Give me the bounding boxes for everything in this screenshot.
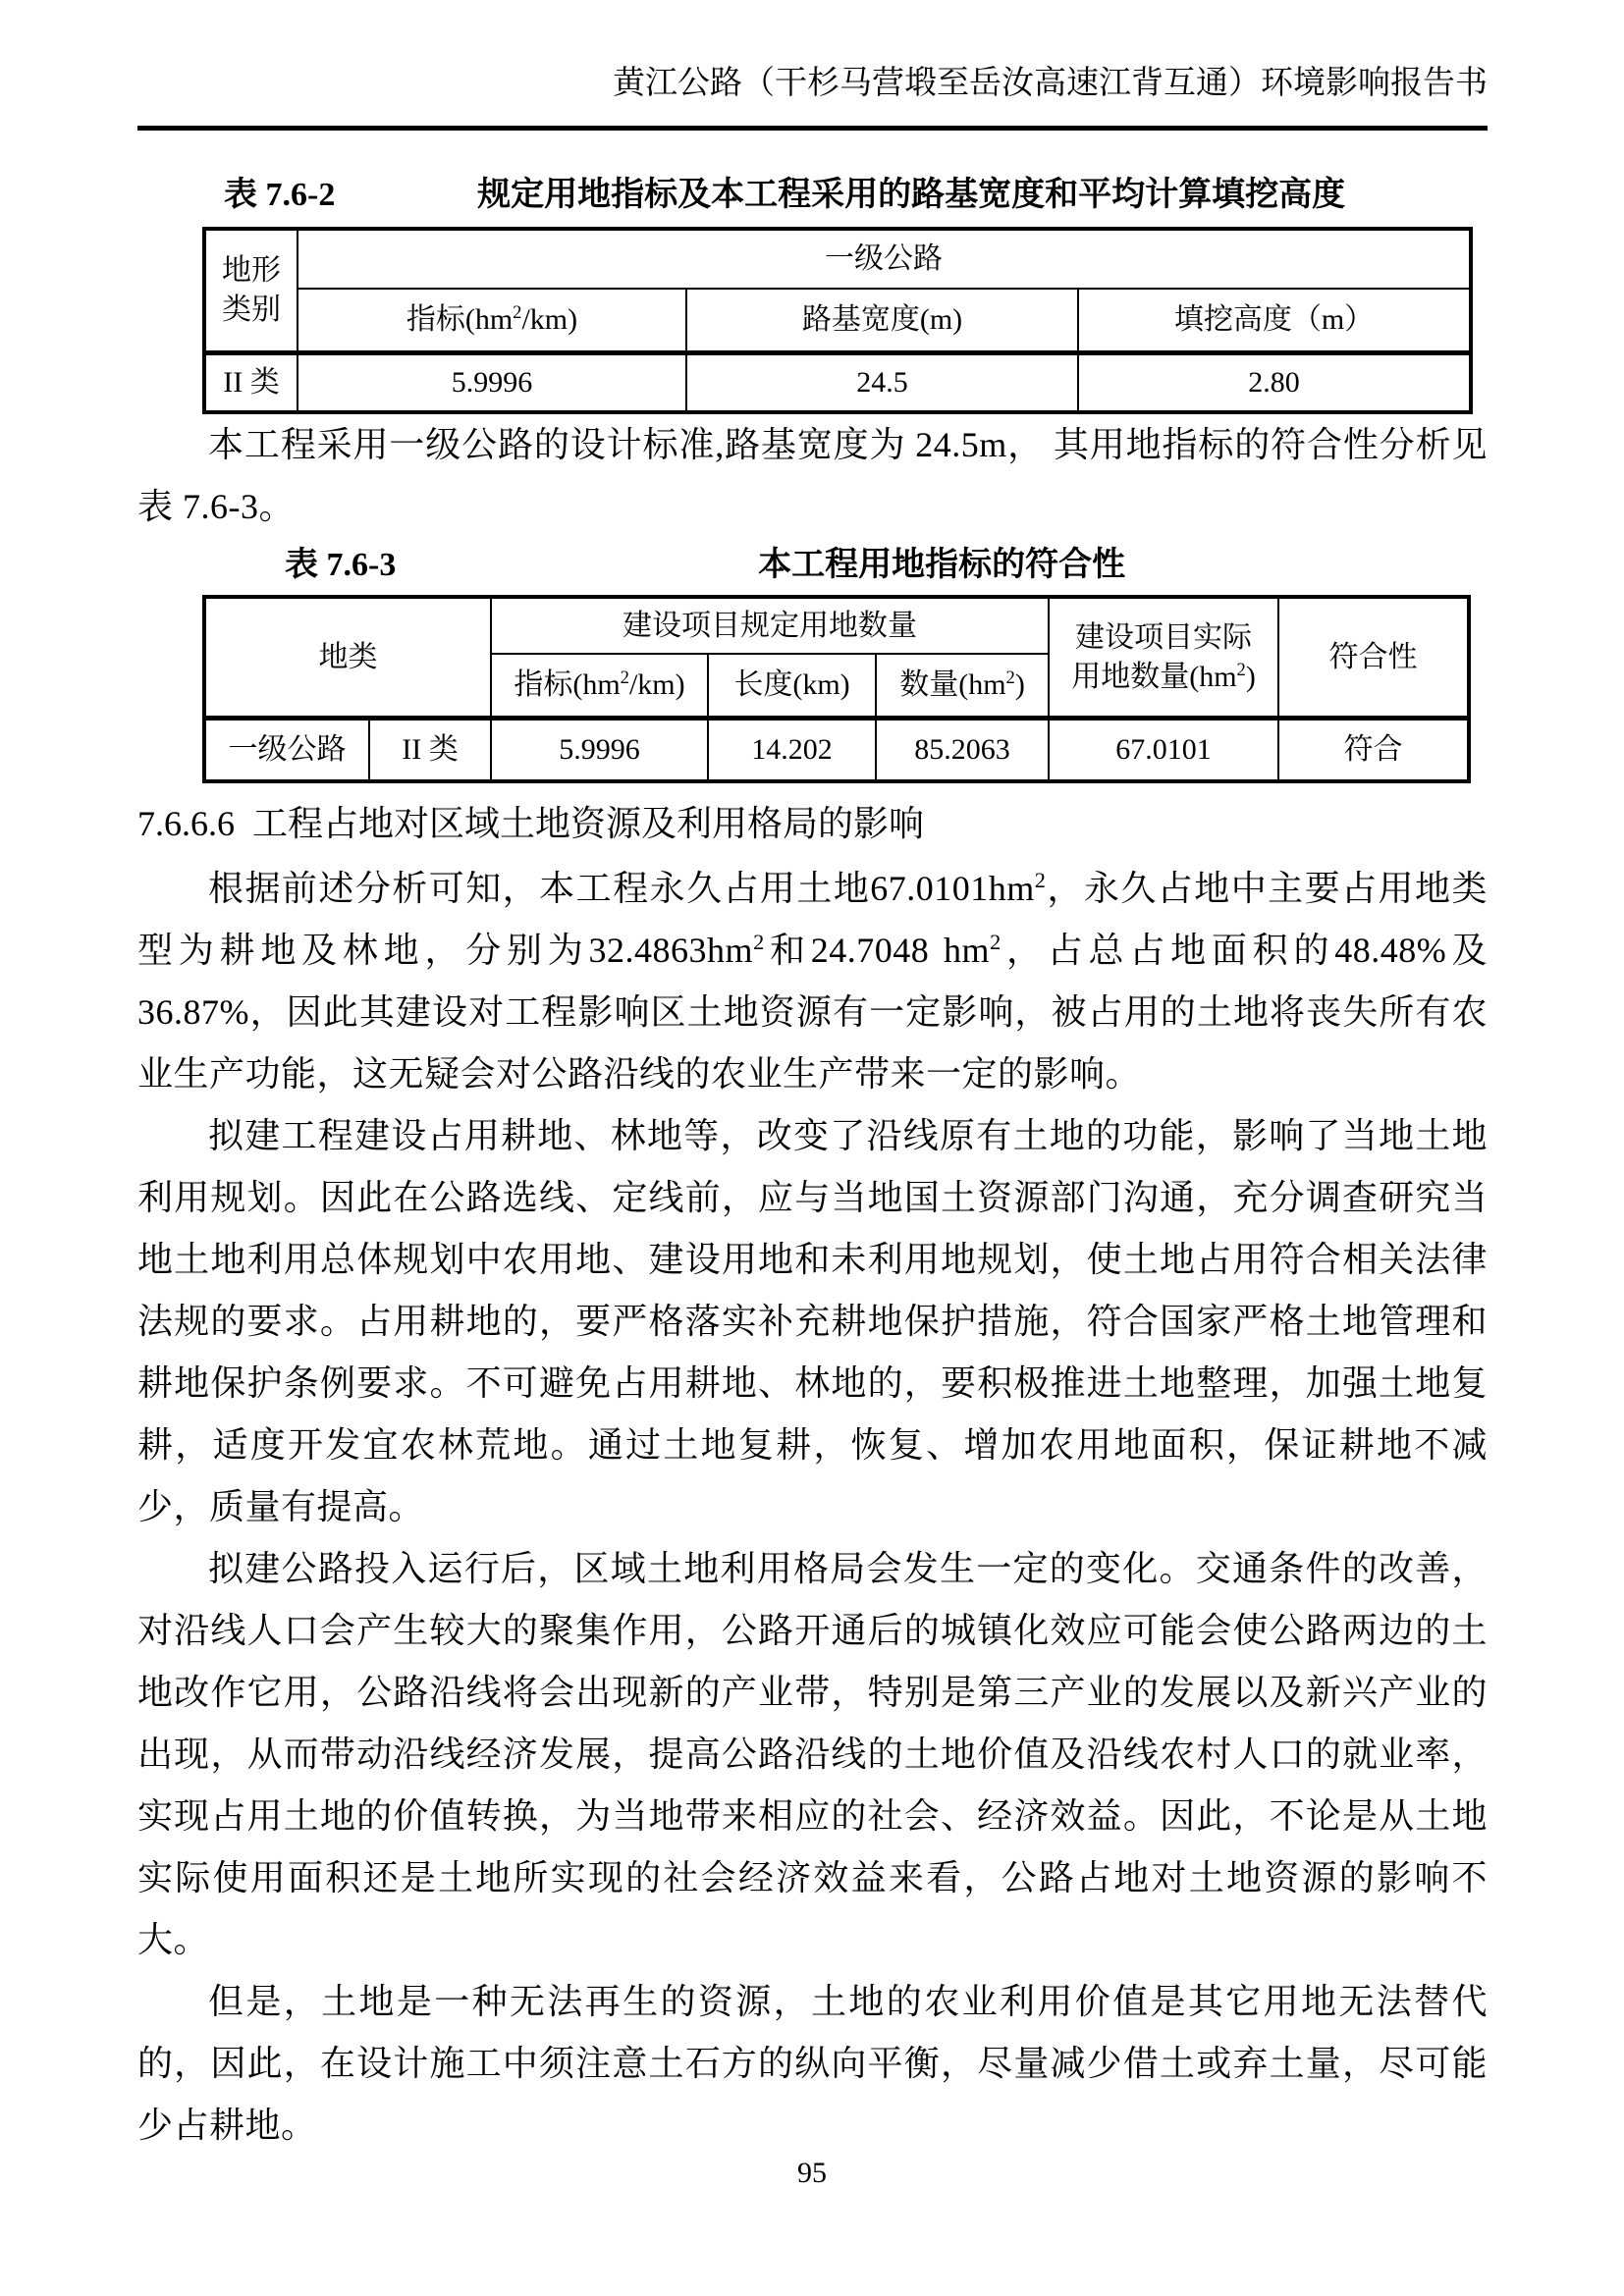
- cell-indicator-value: 5.9996: [298, 353, 686, 413]
- superscript: 2: [620, 667, 629, 688]
- table-7-6-2-caption-title: 规定用地指标及本工程采用的路基宽度和平均计算填挖高度: [477, 177, 1346, 213]
- header-text: 指标(hm: [406, 303, 514, 336]
- cell-compliance-value: 符合: [1278, 719, 1469, 782]
- paragraph-land-planning: 拟建工程建设占用耕地、林地等，改变了沿线原有土地的功能，影响了当地土地利用规划。因此在公路选线、定线前，应与当地国土资源部门沟通，充分调查研究当地土地利用总体规划中农用地、建设用地和未利用地规划，使土地占用符合相关法律法规的要求。占用耕地的，要严格落实补充耕地保护措施，符合国家严格土地管理和耕地保护条例要求。不可避免占用耕地、林地的，要积极推进土地整理，加强土地复耕，适度开发宜农林荒地。通过土地复耕，恢复、增加农用地面积，保证耕地不减少，质量有提高。: [137, 1116, 1488, 1526]
- table-row: [204, 719, 1469, 782]
- superscript: 2: [1236, 659, 1246, 680]
- col-header-fill-height: 填挖高度（m）: [1078, 289, 1471, 353]
- page-number: 95: [797, 2157, 827, 2189]
- paragraph-land-occupation: 根据前述分析可知，本工程永久占用土地$67.0101hm^2$，永久占地中主要占用地类型为耕地及林地，分别为$32.4863hm^2$和24.7048 $hm^2$，占总占地面积的48.48%及36.87%，因此其建设对工程影响区土地资源有一定影响，被占用的土地将丧失所有农业生产功能，这无疑会对公路沿线的农业生产带来一定的影响。: [137, 868, 1488, 1094]
- col-header-indicator: [298, 289, 686, 353]
- col-header-roadbed-width: 路基宽度(m): [686, 289, 1078, 353]
- cell-length-value: 14.202: [708, 719, 876, 782]
- cell-roadbed-width-value: 24.5: [686, 353, 1078, 413]
- header-text: /km): [521, 303, 578, 336]
- table-7-6-2-caption-label: 表 7.6-2: [224, 177, 336, 213]
- table-7-6-2-caption: [137, 174, 1488, 217]
- cell-fill-height-value: 2.80: [1078, 353, 1471, 413]
- report-header: [137, 63, 1488, 131]
- table-7-6-2: [202, 227, 1473, 414]
- header-actual-land-quantity: [1049, 597, 1278, 719]
- paragraph-conclusion: 但是，土地是一种无法再生的资源，土地的农业利用价值是其它用地无法替代的，因此，在设计施工中须注意土石方的纵向平衡，尽量减少借土或弃土量，尽可能少占耕地。: [137, 1982, 1488, 2145]
- header-compliance: 符合性: [1278, 597, 1469, 719]
- section-heading: 7.6.6.6 工程占地对区域土地资源及利用格局的影响: [137, 804, 925, 843]
- superscript: 2: [753, 930, 765, 954]
- table-7-6-3-caption-title: 本工程用地指标的符合性: [758, 547, 1126, 583]
- header-specified-land-quantity: 建设项目规定用地数量: [491, 597, 1049, 654]
- superscript: 2: [513, 302, 522, 323]
- table-row: [204, 229, 1471, 289]
- superscript: 2: [1034, 868, 1047, 892]
- table-7-6-3-caption-label: 表 7.6-3: [285, 547, 397, 583]
- subheader-quantity: 数量$(hm^2)$: [876, 654, 1049, 719]
- cell-terrain-class: II 类: [369, 719, 491, 782]
- cell-actual-value: 67.0101: [1049, 719, 1278, 782]
- table-7-6-3: [202, 595, 1471, 783]
- superscript: 2: [1005, 667, 1015, 688]
- subheader-indicator: 指标$(hm^2/km)$: [491, 654, 708, 719]
- header-land-class: 地类: [204, 597, 491, 719]
- cell-quantity-value: 85.2063: [876, 719, 1049, 782]
- superscript: 2: [990, 930, 1001, 954]
- cell-terrain-class: II 类: [204, 353, 298, 413]
- group-header-first-class-road: 一级公路: [298, 229, 1471, 289]
- report-title: 黄江公路（干杉马营塅至岳汝高速江背互通）环境影响报告书: [613, 66, 1488, 101]
- table-row: [204, 289, 1471, 353]
- subheader-length: 长度(km): [708, 654, 876, 719]
- table-row: [204, 597, 1469, 654]
- table-7-6-3-caption: [137, 544, 1488, 587]
- header-text: 用地数量$(hm^2)$: [1071, 659, 1256, 693]
- intro-paragraph: 本工程采用一级公路的设计标准,路基宽度为 24.5m， 其用地指标的符合性分析见表 7.6-3。: [137, 425, 1488, 526]
- cell-indicator-value: 5.9996: [491, 719, 708, 782]
- paragraph-operation-impact: 拟建公路投入运行后，区域土地利用格局会发生一定的变化。交通条件的改善，对沿线人口会产生较大的聚集作用，公路开通后的城镇化效应可能会使公路两边的土地改作它用，公路沿线将会出现新的产业带，特别是第三产业的发展以及新兴产业的出现，从而带动沿线经济发展，提高公路沿线的土地价值及沿线农村人口的就业率，实现占用土地的价值转换，为当地带来相应的社会、经济效益。因此，不论是从土地实际使用面积还是土地所实现的社会经济效益来看，公路占地对土地资源的影响不大。: [137, 1549, 1488, 1959]
- cell-road-class: 一级公路: [204, 719, 369, 782]
- table-row: [204, 353, 1471, 413]
- corner-header-terrain-class: 地形类别: [204, 229, 298, 353]
- header-text: 建设项目实际: [1075, 620, 1253, 654]
